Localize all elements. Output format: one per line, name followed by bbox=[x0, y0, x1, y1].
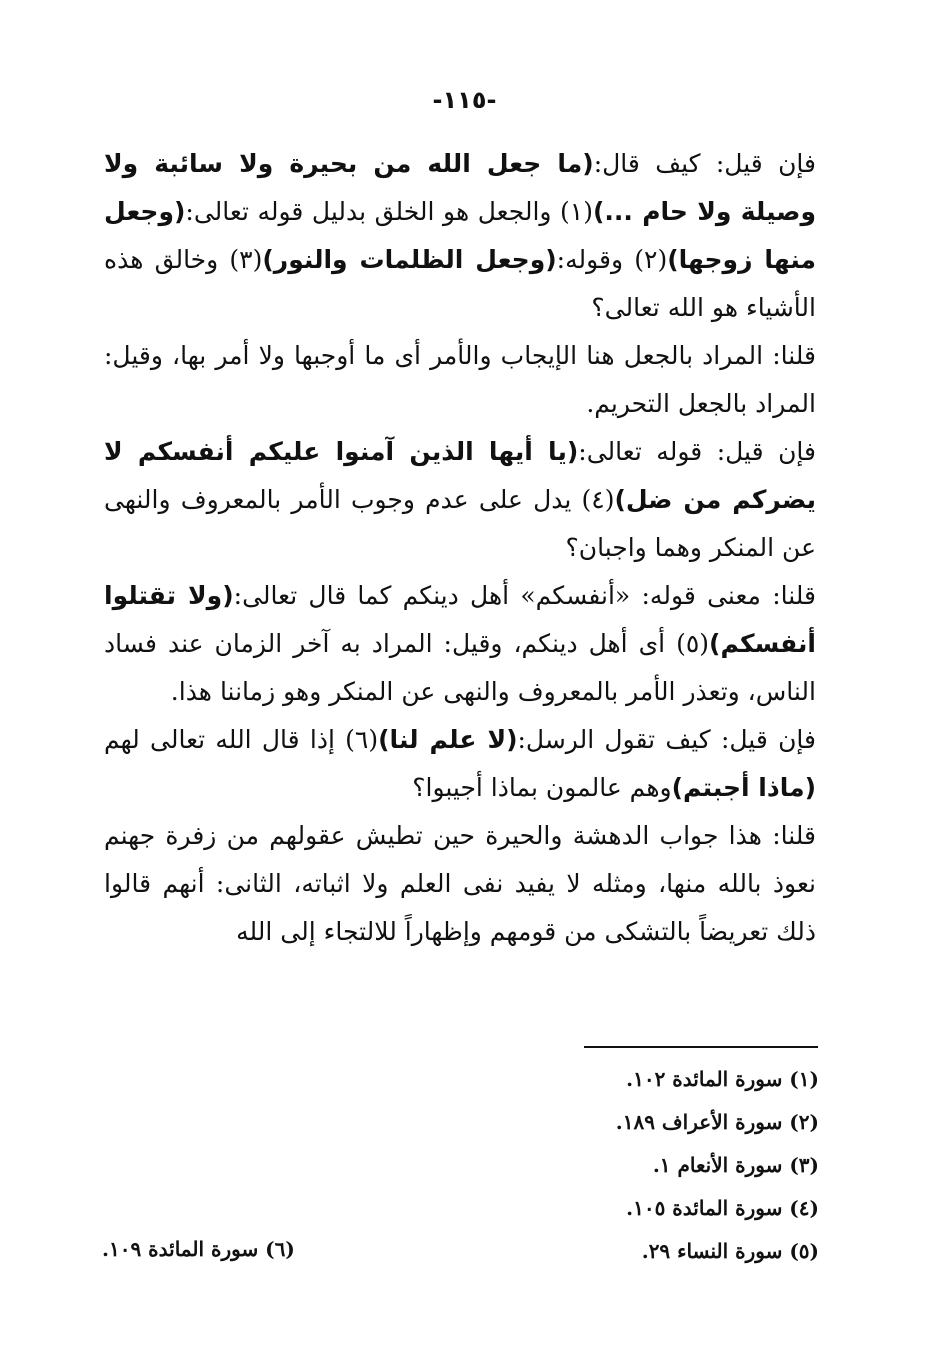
paragraph-text: (٤) يدل على عدم وجوب الأمر بالمعروف والنهى عن المنكر وهما واجبان؟ bbox=[104, 485, 816, 562]
paragraph-question-1 bbox=[104, 140, 816, 332]
paragraph-question-3 bbox=[104, 716, 816, 812]
footnote-5: (٥) سورة النساء ٢٩. bbox=[641, 1239, 819, 1263]
footnote-6: (٦) سورة المائدة ١٠٩. bbox=[102, 1237, 295, 1261]
paragraph-text: (٢) وقوله: bbox=[556, 245, 668, 274]
footnote-4: (٤) سورة المائدة ١٠٥. bbox=[626, 1196, 819, 1220]
answer-label: قلنا: bbox=[772, 821, 816, 850]
paragraph-text: وهم عالمون بماذا أجيبوا؟ bbox=[412, 773, 672, 802]
paragraph-text: هذا جواب الدهشة والحيرة حين تطيش عقولهم من زفرة جهنم نعوذ بالله منها، ومثله لا يفيد نفى العلم ولا اثباته، الثانى: أنهم قالوا ذلك تعريضاً بالتشكى من قومهم وإظهاراً للالتجاء إلى الله bbox=[104, 821, 816, 946]
footnote-2: (٢) سورة الأعراف ١٨٩. bbox=[615, 1110, 819, 1134]
paragraph-question-2 bbox=[104, 428, 816, 572]
quran-verse: (ولا تقتلوا أنفسكم) bbox=[104, 581, 816, 658]
quran-verse: (يا أيها الذين آمنوا عليكم أنفسكم لا يضركم من ضل) bbox=[104, 437, 816, 514]
paragraph-text: (٦) إذا قال الله تعالى لهم bbox=[104, 725, 379, 754]
quran-verse: (وجعل منها زوجها) bbox=[104, 197, 817, 274]
footnote-1: (١) سورة المائدة ١٠٢. bbox=[626, 1067, 819, 1091]
paragraph-text: كيف تقول الرسل: bbox=[517, 725, 721, 754]
paragraph-text: المراد بالجعل هنا الإيجاب والأمر أى ما أوجبها ولا أمر بها، وقيل: المراد بالجعل التحريم. bbox=[104, 341, 816, 418]
body-text bbox=[104, 140, 816, 956]
paragraph-text: كيف قال: bbox=[593, 149, 716, 178]
footnotes-list bbox=[616, 1058, 819, 1273]
paragraph-text: معنى قوله: «أنفسكم» أهل دينكم كما قال تعالى: bbox=[233, 581, 773, 610]
paragraph-text: (١) والجعل هو الخلق بدليل قوله تعالى: bbox=[185, 197, 593, 226]
paragraph-answer-1 bbox=[104, 332, 816, 428]
question-label: فإن قيل: bbox=[720, 725, 816, 754]
answer-label: قلنا: bbox=[772, 341, 816, 370]
paragraph-answer-3 bbox=[104, 812, 816, 956]
quran-verse: (لا علم لنا) bbox=[378, 725, 518, 754]
question-label: فإن قيل: bbox=[715, 149, 816, 178]
quran-verse: (وجعل الظلمات والنور) bbox=[262, 245, 557, 274]
paragraph-text: قوله تعالى: bbox=[578, 437, 717, 466]
page-number: -١١٥- bbox=[432, 86, 497, 114]
footnote-divider bbox=[584, 1046, 818, 1048]
paragraph-text: (٣) وخالق هذه الأشياء هو الله تعالى؟ bbox=[104, 245, 816, 322]
footnote-3: (٣) سورة الأنعام ١. bbox=[652, 1153, 819, 1177]
answer-label: قلنا: bbox=[772, 581, 816, 610]
question-label: فإن قيل: bbox=[716, 437, 816, 466]
paragraph-answer-2 bbox=[104, 572, 816, 716]
quran-verse: (ما جعل الله من بحيرة ولا سائبة ولا وصيلة ولا حام ...) bbox=[104, 149, 816, 226]
quran-verse: (ماذا أجبتم) bbox=[671, 773, 816, 802]
paragraph-text: (٥) أى أهل دينكم، وقيل: المراد به آخر الزمان عند فساد الناس، وتعذر الأمر بالمعروف والنهى عن المنكر وهو زماننا هذا. bbox=[104, 629, 816, 706]
